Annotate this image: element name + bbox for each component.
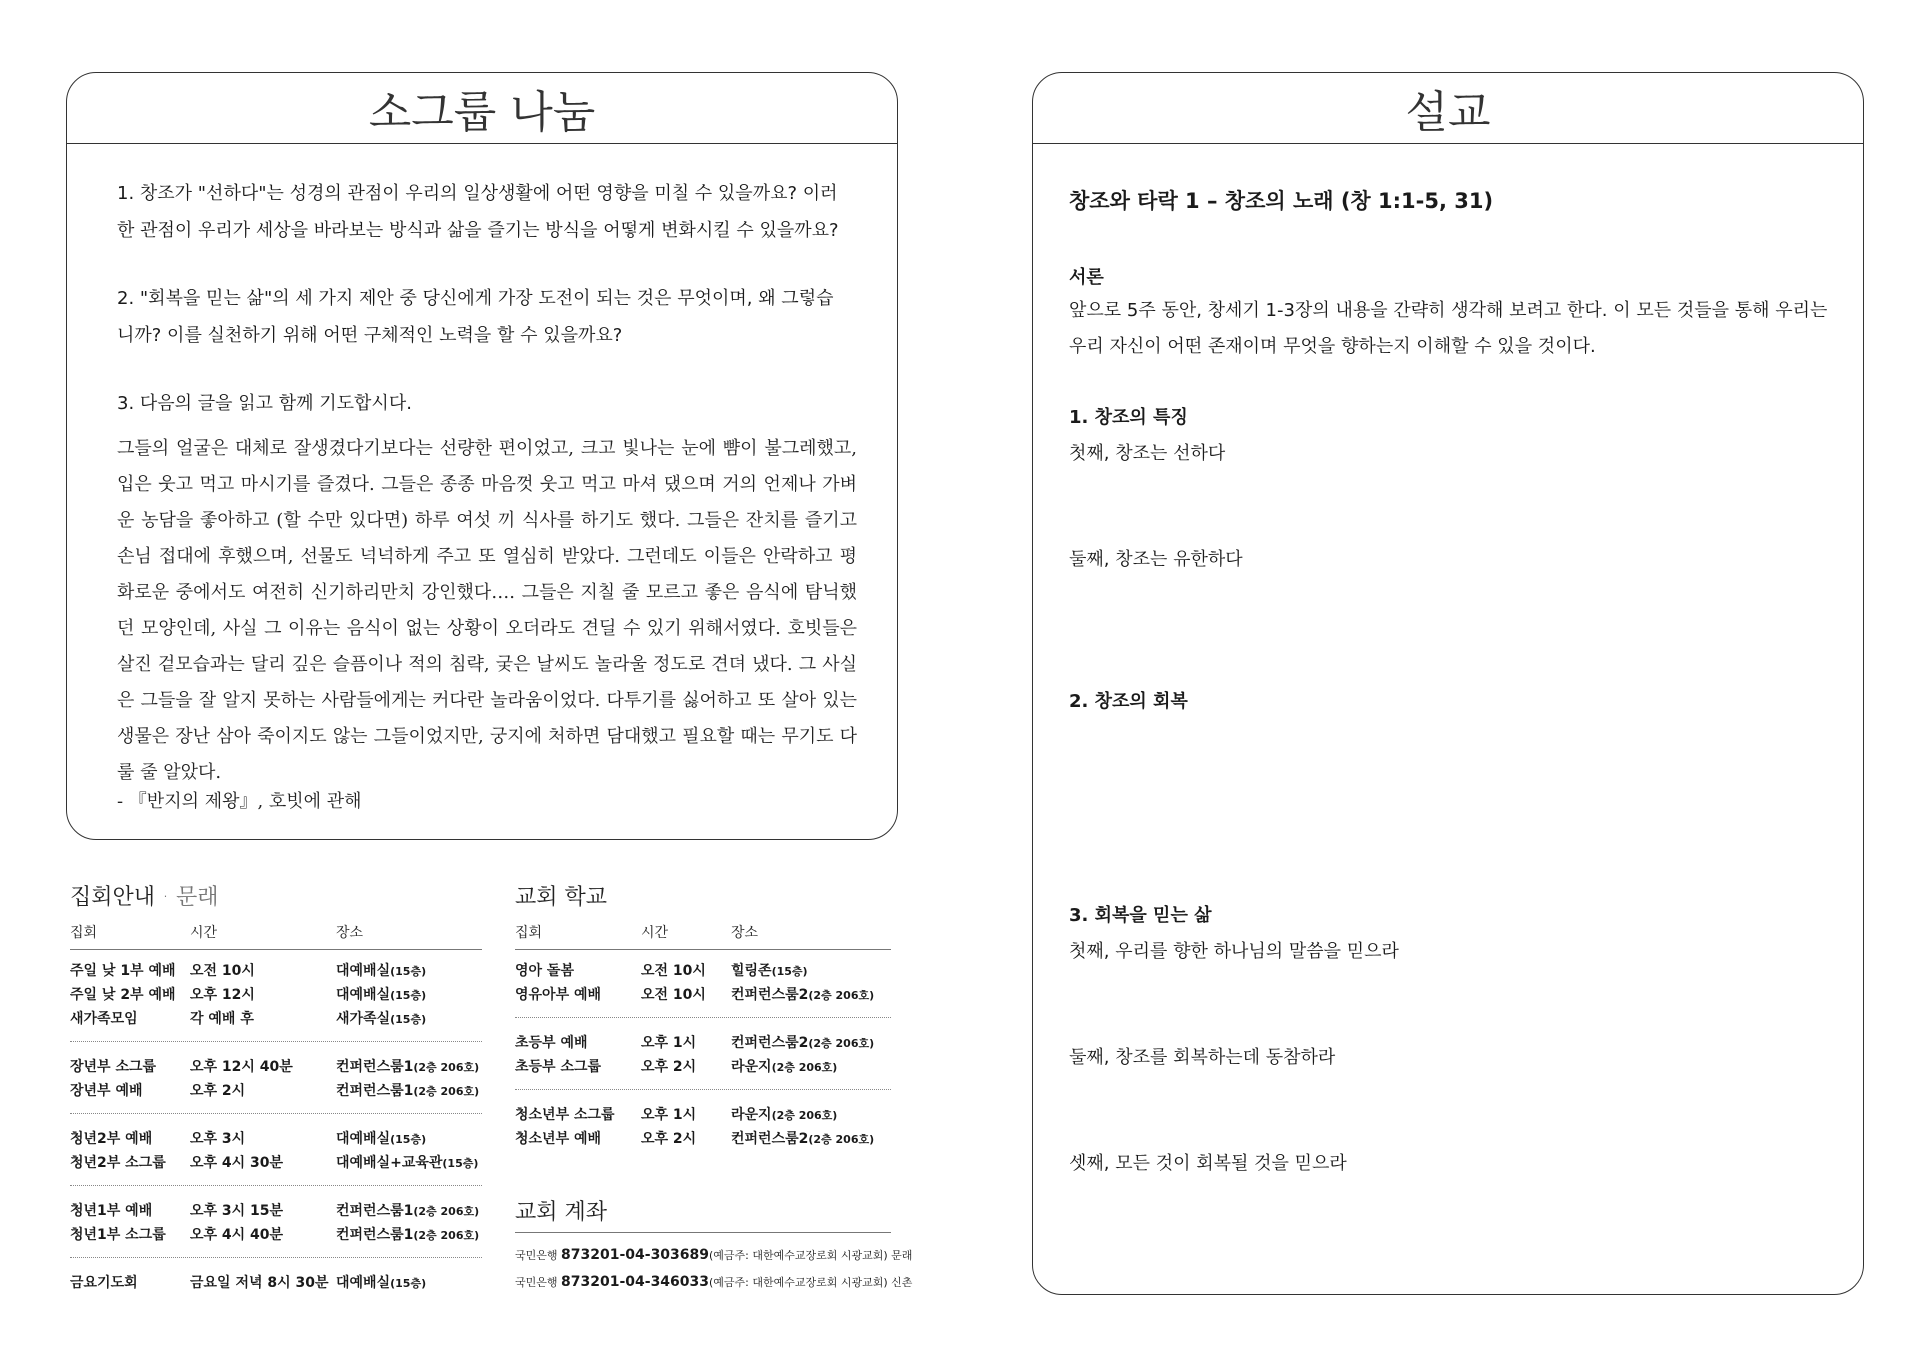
event-name xyxy=(70,1200,152,1220)
event-name xyxy=(70,1224,166,1244)
accounts-title: 교회 계좌 xyxy=(515,1200,608,1225)
event-name-text: 새가족모임 xyxy=(70,1011,138,1027)
event-place xyxy=(731,984,874,1004)
account-2 xyxy=(515,1274,912,1290)
event-time xyxy=(190,1272,329,1292)
section-3-point-2: 둘째, 창조를 회복하는데 동참하라 xyxy=(1069,1047,1336,1068)
event-name-text: 금요기도회 xyxy=(70,1275,138,1291)
section-3-point-3: 셋째, 모든 것이 회복될 것을 믿으라 xyxy=(1069,1153,1347,1174)
question-2 xyxy=(117,280,857,354)
question-2-line-2: 니까? 이를 실천하기 위해 어떤 구체적인 노력을 할 수 있을까요? xyxy=(117,325,623,346)
event-place-text: 대예배실 xyxy=(336,987,391,1003)
meetings-dot: · xyxy=(162,885,170,910)
event-name-text: 청년2부 소그룹 xyxy=(70,1155,166,1171)
intro-label: 서론 xyxy=(1069,267,1104,288)
event-place-text: 컨퍼런스룸1 xyxy=(336,1227,414,1243)
section-3-point-1: 첫째, 우리를 향한 하나님의 말씀을 믿으라 xyxy=(1069,941,1399,962)
question-2-line-1: 2. "회복을 믿는 삶"의 세 가지 제안 중 당신에게 가장 도전이 되는 것은 무엇이며, 왜 그렇습 xyxy=(117,288,834,309)
group-divider xyxy=(70,1257,482,1258)
event-place xyxy=(336,1008,426,1028)
event-name-text: 장년부 예배 xyxy=(70,1083,143,1099)
event-place xyxy=(731,1128,874,1148)
place-floor: (15층) xyxy=(390,1133,427,1146)
quote-source: - 『반지의 제왕』, 호빗에 관해 xyxy=(117,791,362,812)
event-place xyxy=(336,1152,478,1172)
place-floor: (15층) xyxy=(390,1013,427,1026)
event-place-text: 라운지 xyxy=(731,1059,772,1075)
event-time-text: 오후 2시 xyxy=(190,1083,246,1099)
event-place-text: 새가족실 xyxy=(336,1011,391,1027)
group-divider xyxy=(515,1017,891,1018)
event-name-text: 청년1부 예배 xyxy=(70,1203,153,1219)
section-1-point-1: 첫째, 창조는 선하다 xyxy=(1069,443,1226,464)
group-divider xyxy=(70,1041,482,1042)
question-3: 3. 다음의 글을 읽고 함께 기도합시다. xyxy=(117,393,412,414)
event-place xyxy=(336,984,426,1004)
event-place xyxy=(731,1032,874,1052)
meetings-col-name: 집회 xyxy=(70,925,98,941)
event-time-text: 오후 3시 15분 xyxy=(190,1203,284,1219)
place-floor: (15층) xyxy=(390,965,427,978)
event-place-text: 컨퍼런스룸1 xyxy=(336,1203,414,1219)
question-1 xyxy=(117,175,857,249)
event-time xyxy=(190,960,255,980)
event-name xyxy=(70,1080,143,1100)
small-group-panel xyxy=(66,72,898,840)
event-time xyxy=(190,1200,283,1220)
meetings-header-rule xyxy=(70,949,482,950)
event-name xyxy=(515,1032,588,1052)
place-floor: (2층 206호) xyxy=(413,1061,480,1074)
event-place-text: 컨퍼런스룸1 xyxy=(336,1083,414,1099)
meetings-heading xyxy=(70,880,219,911)
event-time-text: 오후 4시 40분 xyxy=(190,1227,284,1243)
group-divider xyxy=(70,1185,482,1186)
event-time xyxy=(641,960,706,980)
event-name-text: 청소년부 예배 xyxy=(515,1131,602,1147)
school-title: 교회 학교 xyxy=(515,885,608,910)
event-name-text: 청년1부 소그룹 xyxy=(70,1227,166,1243)
place-floor: (2층 206호) xyxy=(413,1085,480,1098)
section-1-point-2: 둘째, 창조는 유한하다 xyxy=(1069,549,1243,570)
event-time-text: 오전 10시 xyxy=(641,987,706,1003)
event-place-text: 대예배실 xyxy=(336,1131,391,1147)
event-name-text: 청년2부 예배 xyxy=(70,1131,153,1147)
place-floor: (15층) xyxy=(390,1277,427,1290)
event-time-text: 각 예배 후 xyxy=(190,1011,254,1027)
event-place xyxy=(336,1080,479,1100)
place-floor: (15층) xyxy=(442,1157,479,1170)
event-time-text: 오전 10시 xyxy=(641,963,706,979)
meetings-location: 문래 xyxy=(176,885,219,910)
meetings-col-place: 장소 xyxy=(336,925,364,941)
event-name xyxy=(70,1056,156,1076)
event-place-text: 대예배실 xyxy=(336,1275,391,1291)
question-1-line-2: 한 관점이 우리가 세상을 바라보는 방식과 삶을 즐기는 방식을 어떻게 변화시킬 수 있을까요? xyxy=(117,220,839,241)
event-place xyxy=(336,1128,426,1148)
event-time xyxy=(190,1152,283,1172)
event-time-text: 오후 4시 30분 xyxy=(190,1155,284,1171)
event-place-text: 컨퍼런스룸1 xyxy=(336,1059,414,1075)
event-place-text: 컨퍼런스룸2 xyxy=(731,1035,809,1051)
event-name-text: 장년부 소그룹 xyxy=(70,1059,157,1075)
event-time-text: 오후 3시 xyxy=(190,1131,246,1147)
school-col-time: 시간 xyxy=(641,925,669,941)
place-floor: (2층 206호) xyxy=(771,1061,838,1074)
sermon-heading: 창조와 타락 1 – 창조의 노래 (창 1:1-5, 31) xyxy=(1069,189,1494,213)
event-place xyxy=(336,1224,479,1244)
account-2-number: 873201-04-346033 xyxy=(561,1274,710,1290)
event-place xyxy=(731,1056,837,1076)
event-name-text: 초등부 예배 xyxy=(515,1035,588,1051)
section-1-heading: 1. 창조의 특징 xyxy=(1069,407,1188,428)
place-floor: (2층 206호) xyxy=(808,1037,875,1050)
event-name xyxy=(515,1104,615,1124)
event-time-text: 오후 12시 40분 xyxy=(190,1059,293,1075)
meetings-title: 집회안내 xyxy=(70,885,156,910)
account-1 xyxy=(515,1247,912,1263)
event-time xyxy=(190,1080,245,1100)
place-floor: (2층 206호) xyxy=(808,989,875,1002)
event-time xyxy=(190,1128,245,1148)
meetings-col-time: 시간 xyxy=(190,925,218,941)
event-name-text: 청소년부 소그룹 xyxy=(515,1107,615,1123)
event-place xyxy=(336,1200,479,1220)
event-time xyxy=(641,1032,696,1052)
place-floor: (15층) xyxy=(390,989,427,1002)
group-divider xyxy=(515,1089,891,1090)
account-1-bank: 국민은행 xyxy=(515,1249,558,1262)
section-3-heading: 3. 회복을 믿는 삶 xyxy=(1069,905,1212,926)
place-floor: (2층 206호) xyxy=(808,1133,875,1146)
event-place xyxy=(731,1104,837,1124)
event-time-text: 오후 2시 xyxy=(641,1059,697,1075)
event-name xyxy=(515,984,601,1004)
prayer-quote: 그들의 얼굴은 대체로 잘생겼다기보다는 선량한 편이었고, 크고 빛나는 눈에 뺨이 불그레했고, 입은 웃고 먹고 마시기를 즐겼다. 그들은 종종 마음껏 웃고 먹고 마셔 댔으며 거의 언제나 가벼운 농담을 좋아하고 (할 수만 있다면) 하루 여섯 끼 식사를 하기도 했다. 그들은 잔치를 즐기고 손님 접대에 후했으며, 선물도 넉넉하게 주고 또 열심히 받았다. 그런데도 이들은 안락하고 평화로운 중에서도 여전히 신기하리만치 강인했다…. 그들은 지칠 줄 모르고 좋은 음식에 탐닉했던 모양인데, 사실 그 이유는 음식이 없는 상황이 오더라도 견딜 수 있기 위해서였다. 호빗들은 살진 겉모습과는 달리 깊은 슬픔이나 적의 침략, 궂은 날씨도 놀라울 정도로 견뎌 냈다. 그 사실은 그들을 잘 알지 못하는 사람들에게는 커다란 놀라움이었다. 다투기를 싫어하고 또 살아 있는 생물은 장난 삼아 죽이지도 않는 그들이었지만, 궁지에 처하면 담대했고 필요할 때는 무기도 다룰 줄 알았다. xyxy=(117,438,857,783)
event-place-text: 컨퍼런스룸2 xyxy=(731,1131,809,1147)
event-name xyxy=(70,960,176,980)
small-group-title: 소그룹 나눔 xyxy=(67,73,897,144)
event-time-text: 오후 12시 xyxy=(190,987,255,1003)
event-place-text: 대예배실+교육관 xyxy=(336,1155,443,1171)
place-floor: (2층 206호) xyxy=(771,1109,838,1122)
account-2-bank: 국민은행 xyxy=(515,1276,558,1289)
event-name xyxy=(515,960,574,980)
event-name-text: 주일 낮 1부 예배 xyxy=(70,963,176,979)
event-name xyxy=(70,1272,138,1292)
sermon-title: 설교 xyxy=(1033,73,1863,144)
place-floor: (15층) xyxy=(771,965,808,978)
event-name xyxy=(70,1008,138,1028)
school-col-place: 장소 xyxy=(731,925,759,941)
account-2-holder: (예금주: 대한예수교장로회 시광교회) 신촌 xyxy=(709,1276,913,1289)
account-1-number: 873201-04-303689 xyxy=(561,1247,710,1263)
event-time-text: 오후 1시 xyxy=(641,1107,697,1123)
event-place-text: 컨퍼런스룸2 xyxy=(731,987,809,1003)
section-2-heading: 2. 창조의 회복 xyxy=(1069,691,1188,712)
event-place-text: 힐링존 xyxy=(731,963,772,979)
event-time xyxy=(190,1224,283,1244)
event-time xyxy=(641,1128,696,1148)
accounts-rule xyxy=(515,1232,891,1233)
event-name-text: 초등부 소그룹 xyxy=(515,1059,602,1075)
group-divider xyxy=(70,1113,482,1114)
event-time-text: 오후 1시 xyxy=(641,1035,697,1051)
event-time xyxy=(641,984,706,1004)
event-time xyxy=(190,1008,254,1028)
school-header-rule xyxy=(515,949,891,950)
event-place-text: 대예배실 xyxy=(336,963,391,979)
event-place-text: 라운지 xyxy=(731,1107,772,1123)
event-name xyxy=(70,1128,152,1148)
event-name xyxy=(515,1056,601,1076)
event-place xyxy=(336,1056,479,1076)
event-time xyxy=(641,1104,696,1124)
event-name xyxy=(70,984,176,1004)
event-name xyxy=(515,1128,601,1148)
question-1-line-1: 1. 창조가 "선하다"는 성경의 관점이 우리의 일상생활에 어떤 영향을 미칠 수 있을까요? 이러 xyxy=(117,183,838,204)
event-time-text: 오후 2시 xyxy=(641,1131,697,1147)
event-place xyxy=(336,1272,426,1292)
event-name-text: 주일 낮 2부 예배 xyxy=(70,987,176,1003)
intro-text: 앞으로 5주 동안, 창세기 1-3장의 내용을 간략히 생각해 보려고 한다. 이 모든 것들을 통해 우리는 우리 자신이 어떤 존재이며 무엇을 향하는지 이해할 수 있을 것이다. xyxy=(1069,300,1828,357)
event-time xyxy=(641,1056,696,1076)
event-name-text: 영아 돌봄 xyxy=(515,963,574,979)
place-floor: (2층 206호) xyxy=(413,1229,480,1242)
event-name-text: 영유아부 예배 xyxy=(515,987,602,1003)
event-time xyxy=(190,984,255,1004)
event-place xyxy=(731,960,808,980)
sermon-panel xyxy=(1032,72,1864,1295)
place-floor: (2층 206호) xyxy=(413,1205,480,1218)
event-time-text: 오전 10시 xyxy=(190,963,255,979)
event-place xyxy=(336,960,426,980)
account-1-holder: (예금주: 대한예수교장로회 시광교회) 문래 xyxy=(709,1249,913,1262)
event-time xyxy=(190,1056,293,1076)
school-col-name: 집회 xyxy=(515,925,543,941)
event-time-text: 금요일 저녁 8시 30분 xyxy=(190,1275,329,1291)
event-name xyxy=(70,1152,166,1172)
